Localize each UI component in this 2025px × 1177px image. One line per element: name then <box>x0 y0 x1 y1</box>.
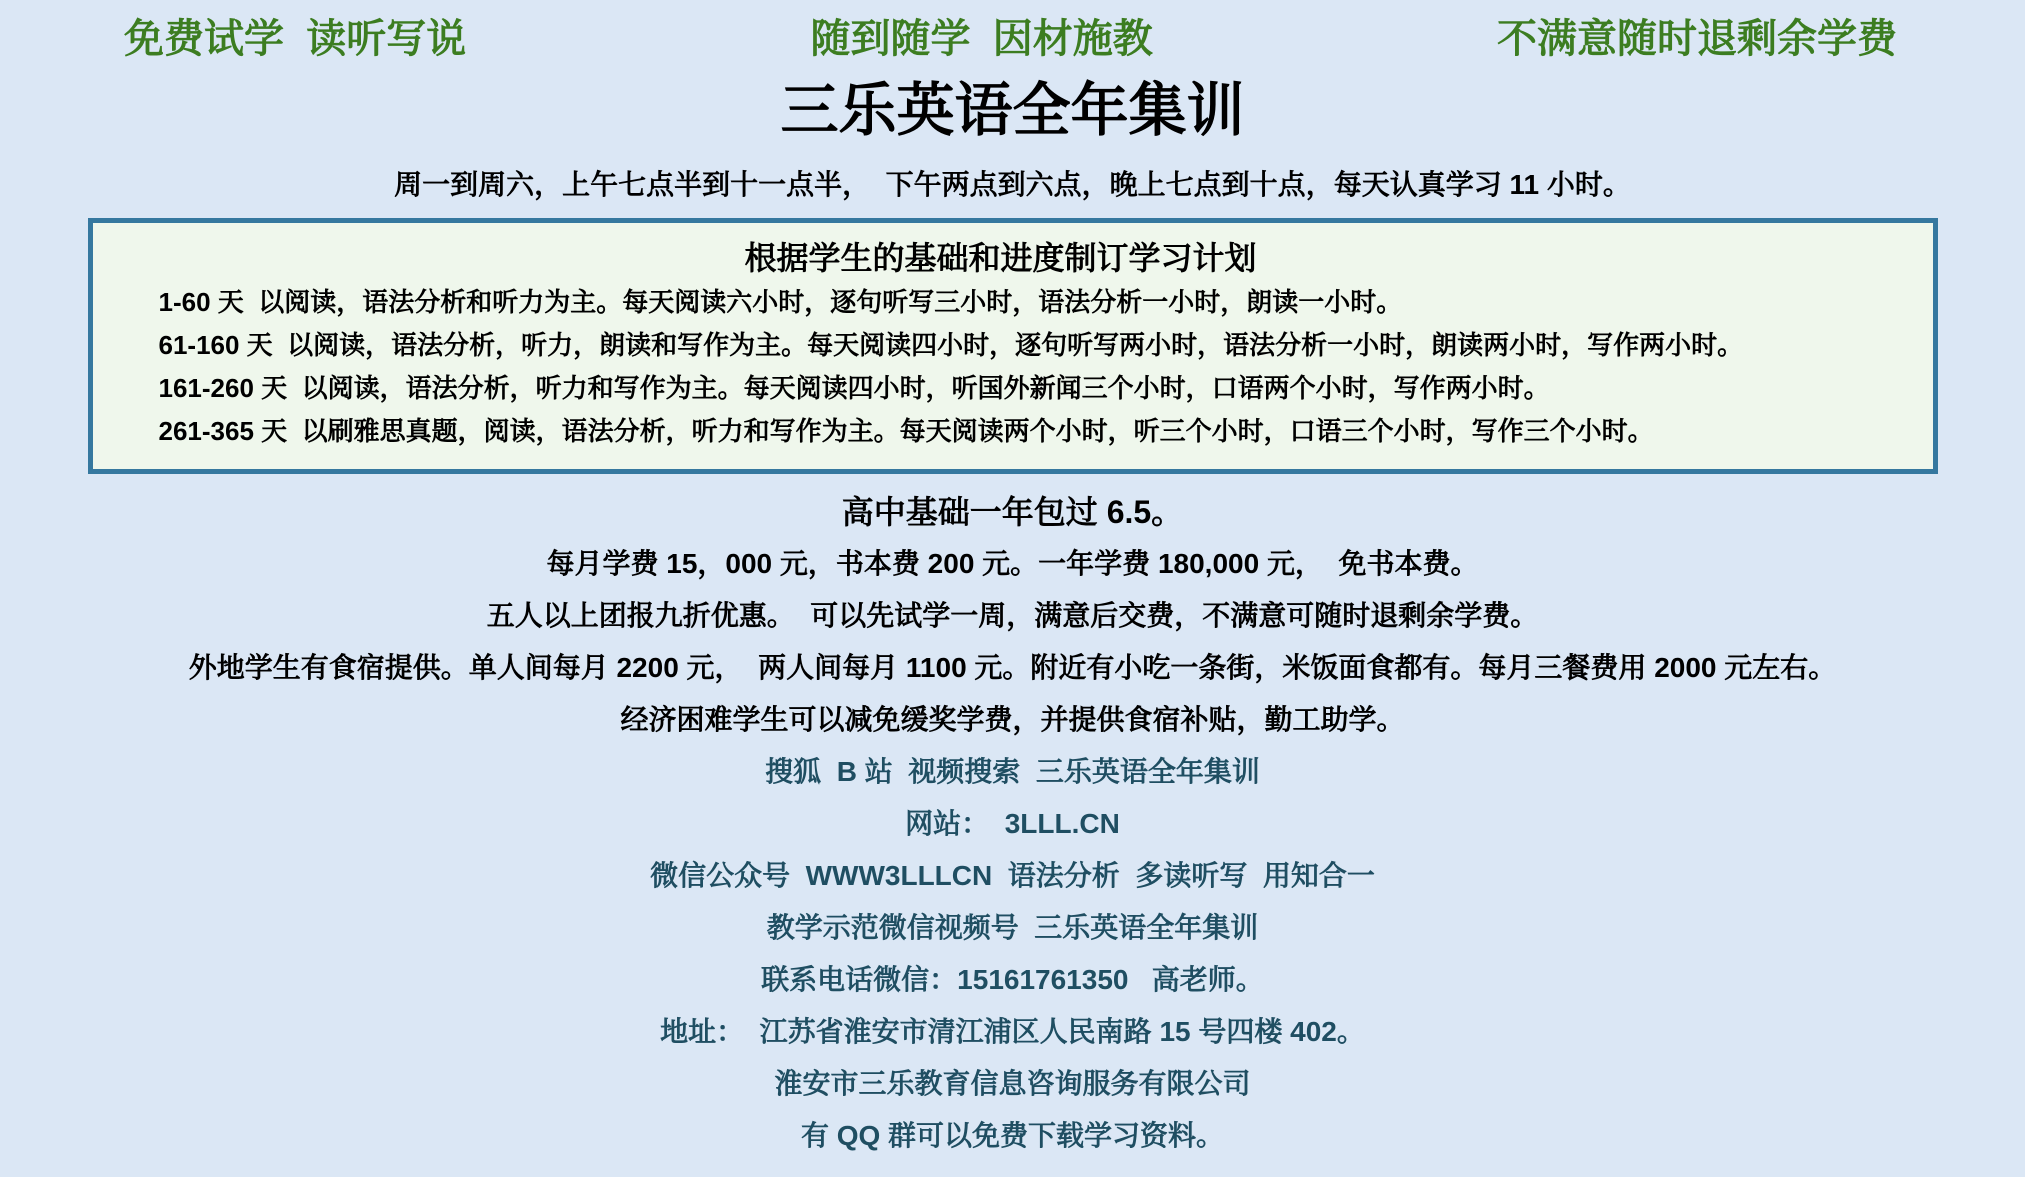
page-title: 三乐英语全年集训 <box>780 78 1245 143</box>
study-plan-item-3: 161-260 天 以阅读，语法分析，听力和写作为主。每天阅读四小时，听国外新闻三个小时，口语两个小时，写作两小时。 <box>158 373 1550 403</box>
wechat-official-account-line: 微信公众号 WWW3LLLCN 语法分析 多读听写 用知合一 <box>650 860 1375 891</box>
accommodation-line: 外地学生有食宿提供。单人间每月 2200 元， 两人间每月 1100 元。附近有小吃一条街，米饭面食都有。每月三餐费用 2000 元左右。 <box>188 652 1837 683</box>
wechat-video-channel-line: 教学示范微信视频号 三乐英语全年集训 <box>766 912 1259 943</box>
study-plan-item-2: 61-160 天 以阅读，语法分析，听力，朗读和写作为主。每天阅读四小时，逐句听写两小时，语法分析一小时，朗读两小时，写作两小时。 <box>158 330 1744 360</box>
slogan-refund-policy: 不满意随时退剩余学费 <box>1497 17 1897 61</box>
slogan-row <box>0 0 2025 64</box>
study-plan-box <box>88 218 1938 474</box>
video-search-line: 搜狐 B 站 视频搜索 三乐英语全年集训 <box>765 756 1260 787</box>
slogan-flexible-teaching: 随到随学 因材施教 <box>810 17 1153 61</box>
tuition-line: 每月学费 15，000 元，书本费 200 元。一年学费 180,000 元， 免书本费。 <box>546 548 1479 579</box>
qq-group-line: 有 QQ 群可以免费下载学习资料。 <box>800 1120 1225 1151</box>
discount-line: 五人以上团报九折优惠。 可以先试学一周，满意后交费，不满意可随时退剩余学费。 <box>486 600 1539 631</box>
study-plan-heading: 根据学生的基础和进度制订学习计划 <box>744 240 1257 276</box>
study-plan-items <box>93 281 1909 453</box>
financial-aid-line: 经济困难学生可以减免缓奖学费，并提供食宿补贴，勤工助学。 <box>620 704 1405 735</box>
address-line: 地址： 江苏省淮安市清江浦区人民南路 15 号四楼 402。 <box>660 1016 1365 1047</box>
company-name-line: 淮安市三乐教育信息咨询服务有限公司 <box>774 1068 1251 1099</box>
phone-contact-line: 联系电话微信：15161761350 高老师。 <box>761 964 1264 995</box>
content-lines <box>0 486 2025 1162</box>
schedule-line: 周一到周六，上午七点半到十一点半， 下午两点到六点，晚上七点到十点，每天认真学习 11 小时。 <box>394 169 1631 200</box>
guarantee-subheading: 高中基础一年包过 6.5。 <box>841 494 1184 530</box>
slogan-free-trial: 免费试学 读听写说 <box>124 17 467 61</box>
study-plan-item-1: 1-60 天 以阅读，语法分析和听力为主。每天阅读六小时，逐句听写三小时，语法分析一小时，朗读一小时。 <box>158 287 1403 317</box>
study-plan-item-4: 261-365 天 以刷雅思真题，阅读，语法分析，听力和写作为主。每天阅读两个小时，听三个小时，口语三个小时，写作三个小时。 <box>158 416 1654 446</box>
website-line: 网站： 3LLL.CN <box>905 808 1120 839</box>
